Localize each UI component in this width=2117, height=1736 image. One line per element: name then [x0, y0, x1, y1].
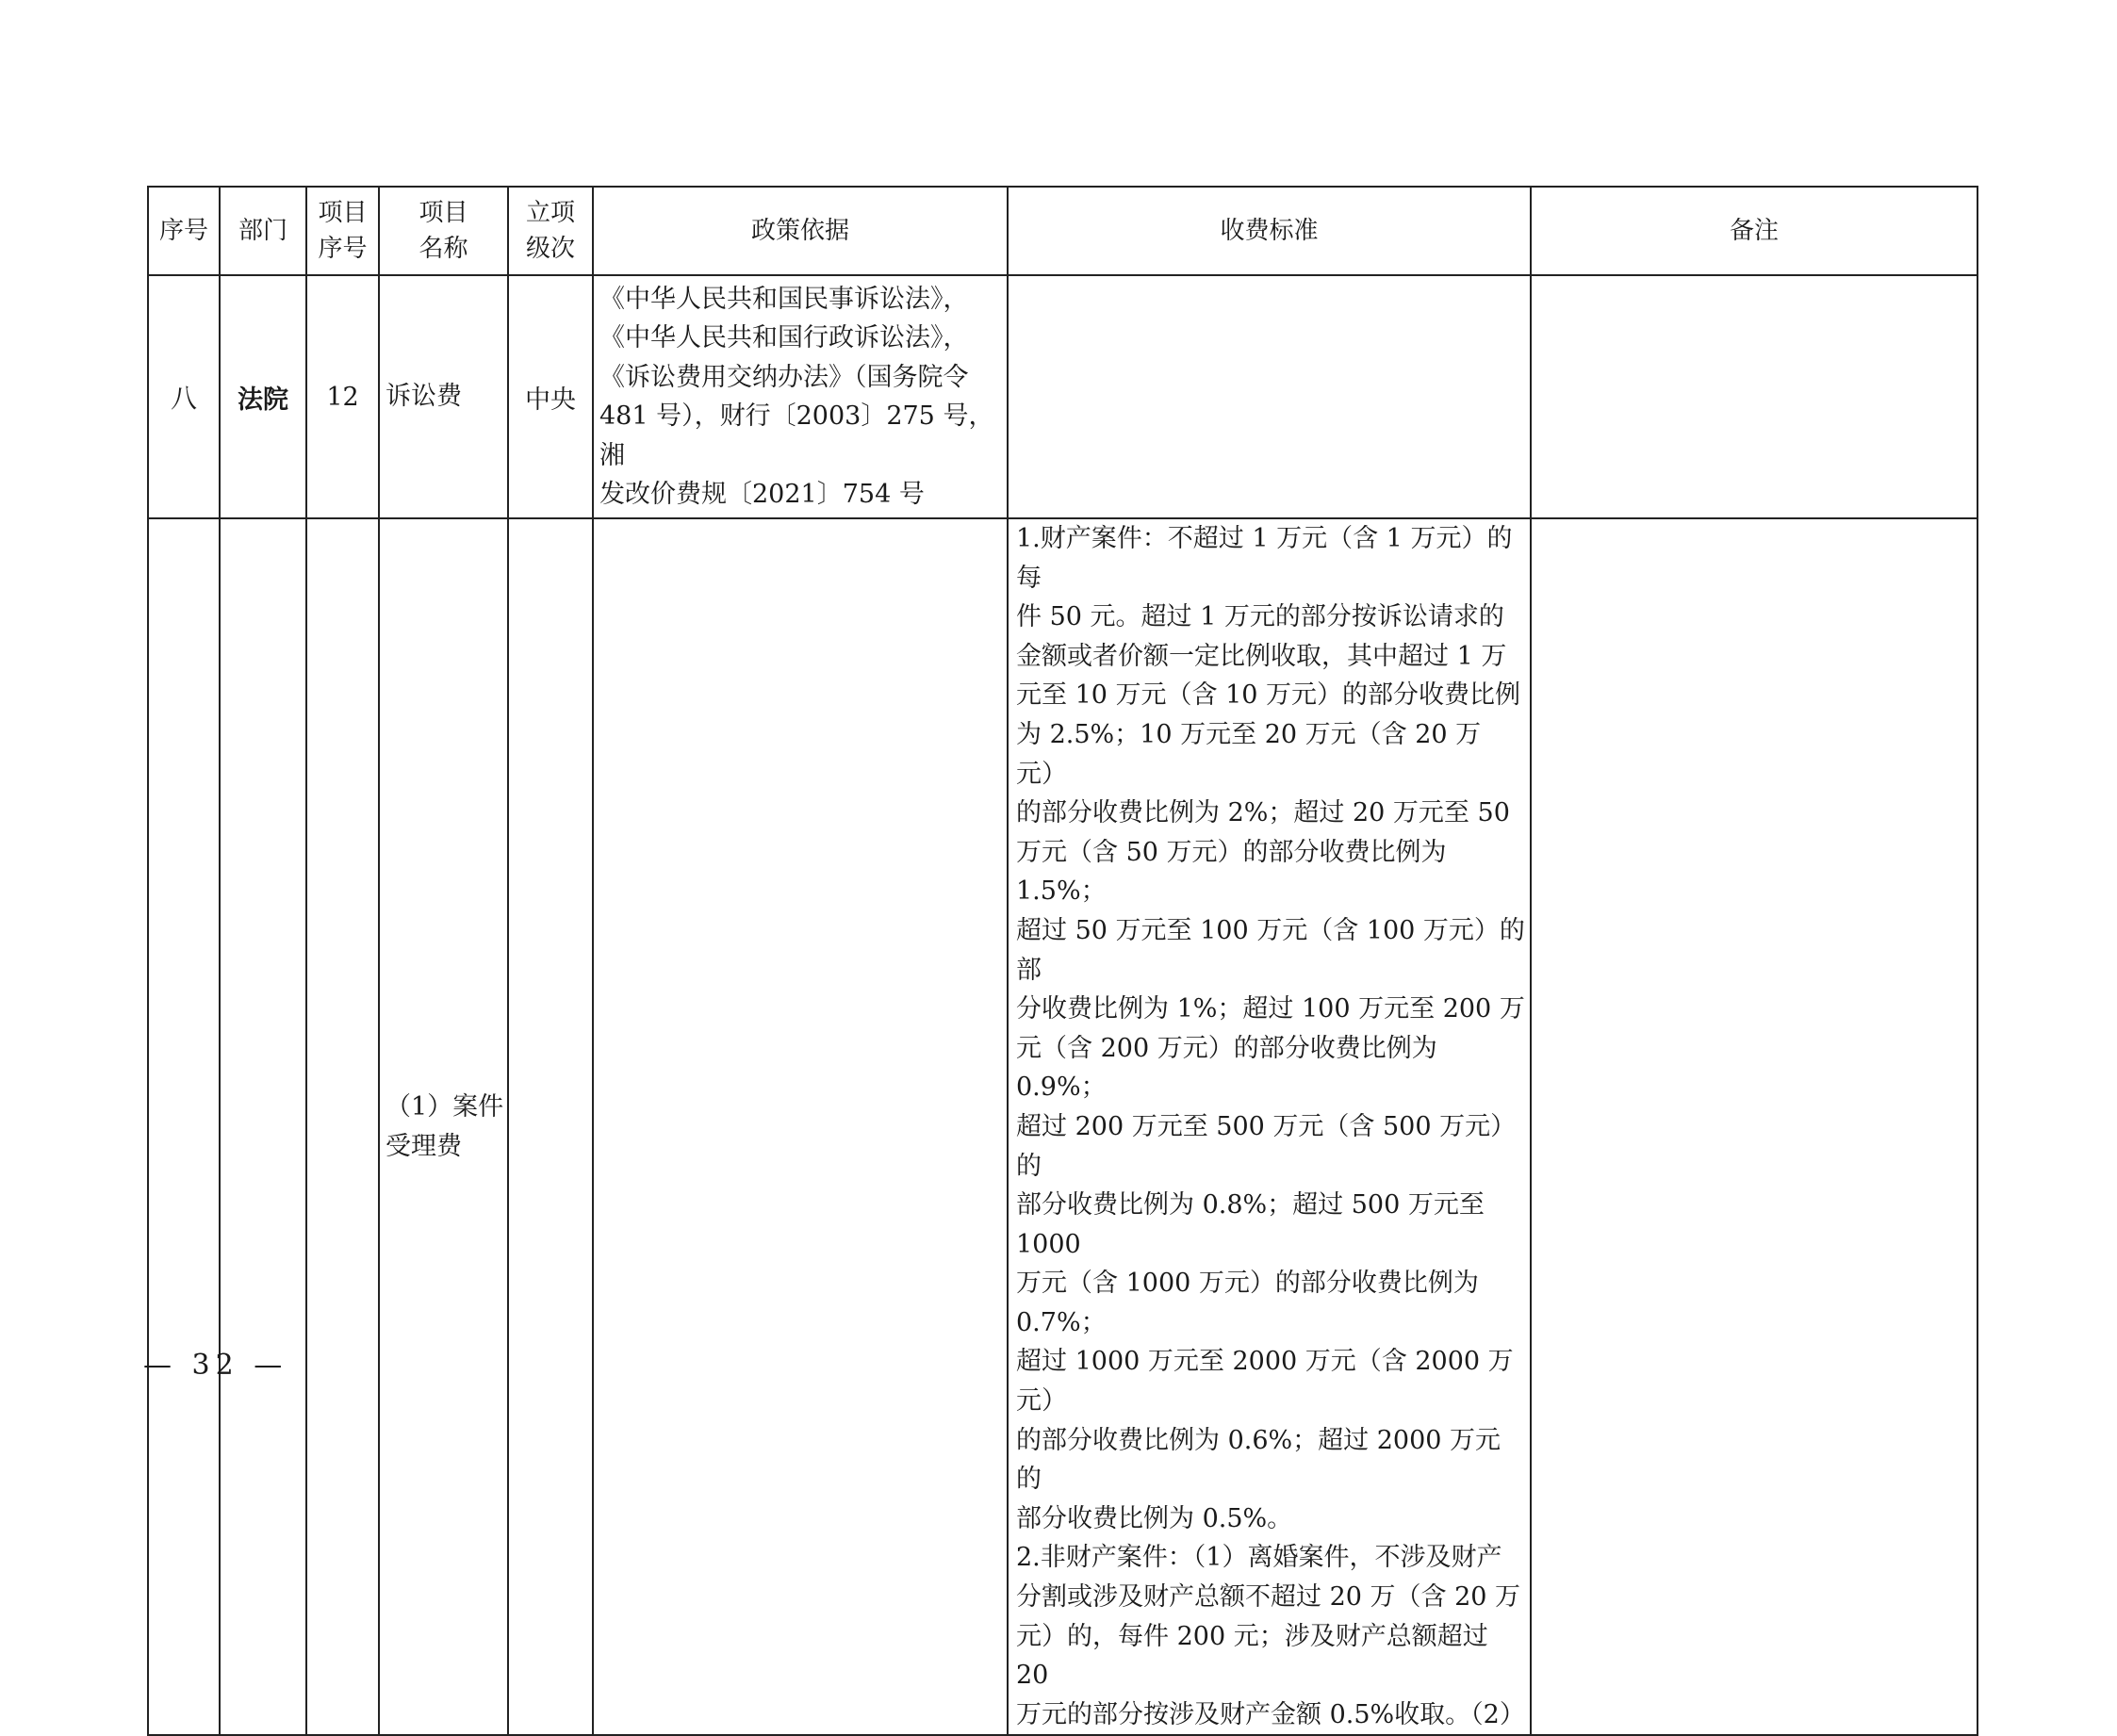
cell-remark	[1531, 275, 1978, 518]
header-seq: 序号	[148, 187, 220, 275]
cell-level	[508, 518, 593, 1735]
cell-standard: 1.财产案件：不超过 1 万元（含 1 万元）的 每 件 50 元。超过 1 万元的部分按诉讼请求的 金额或者价额一定比例收取，其中超过 1 万 元至 10 万元（含 10 万元）的部分收费比例 为 2.5%；10 万元至 20 万元（含 20 万元） 的部分收费比例为 2%；超过 20 万元至 50 万元（含 50 万元）的部分收费比例为 1.5%； 超过 50 万元至 100 万元（含 100 万元）的部 分收费比例为 1%；超过 100 万元至 200 万 元（含 200 万元）的部分收费比例为 0.9%； 超过 200 万元至 500 万元（含 500 万元）的 部分收费比例为 0.8%；超过 500 万元至 1000 万元（含 1000 万元）的部分收费比例为 0.7%； 超过 1000 万元至 2000 万元（含 2000 万元） 的部分收费比例为 0.6%；超过 2000 万元的 部分收费比例为 0.5%。 2.非财产案件：（1）离婚案件，不涉及财产 分割或涉及财产总额不超过 20 万（含 20 万 元）的，每件 200 元；涉及财产总额超过 20 万元的部分按涉及财产金额 0.5%收取。（2）	[1008, 518, 1531, 1735]
table-row	[148, 275, 1978, 518]
page-number: — 32 —	[143, 1349, 288, 1382]
header-item-name: 项目 名称	[379, 187, 508, 275]
cell-standard	[1008, 275, 1531, 518]
fee-table	[147, 186, 1978, 1736]
cell-policy: 《中华人民共和国民事诉讼法》， 《中华人民共和国行政诉讼法》， 《诉讼费用交纳办法》（国务院令 481 号），财行〔2003〕275 号，湘 发改价费规〔2021〕754 号	[593, 275, 1008, 518]
cell-dept	[220, 518, 306, 1735]
cell-seq: 八	[148, 275, 220, 518]
header-standard: 收费标准	[1008, 187, 1531, 275]
cell-item-no: 12	[306, 275, 379, 518]
header-policy: 政策依据	[593, 187, 1008, 275]
header-remark: 备注	[1531, 187, 1978, 275]
cell-level: 中央	[508, 275, 593, 518]
header-level: 立项 级次	[508, 187, 593, 275]
table-row	[148, 518, 1978, 1735]
header-item-no: 项目 序号	[306, 187, 379, 275]
cell-item-name: 诉讼费	[379, 275, 508, 518]
header-dept: 部门	[220, 187, 306, 275]
cell-remark	[1531, 518, 1978, 1735]
cell-seq	[148, 518, 220, 1735]
cell-policy	[593, 518, 1008, 1735]
cell-item-name: （1）案件 受理费	[379, 518, 508, 1735]
cell-dept: 法院	[220, 275, 306, 518]
header-row	[148, 187, 1978, 275]
cell-item-no	[306, 518, 379, 1735]
